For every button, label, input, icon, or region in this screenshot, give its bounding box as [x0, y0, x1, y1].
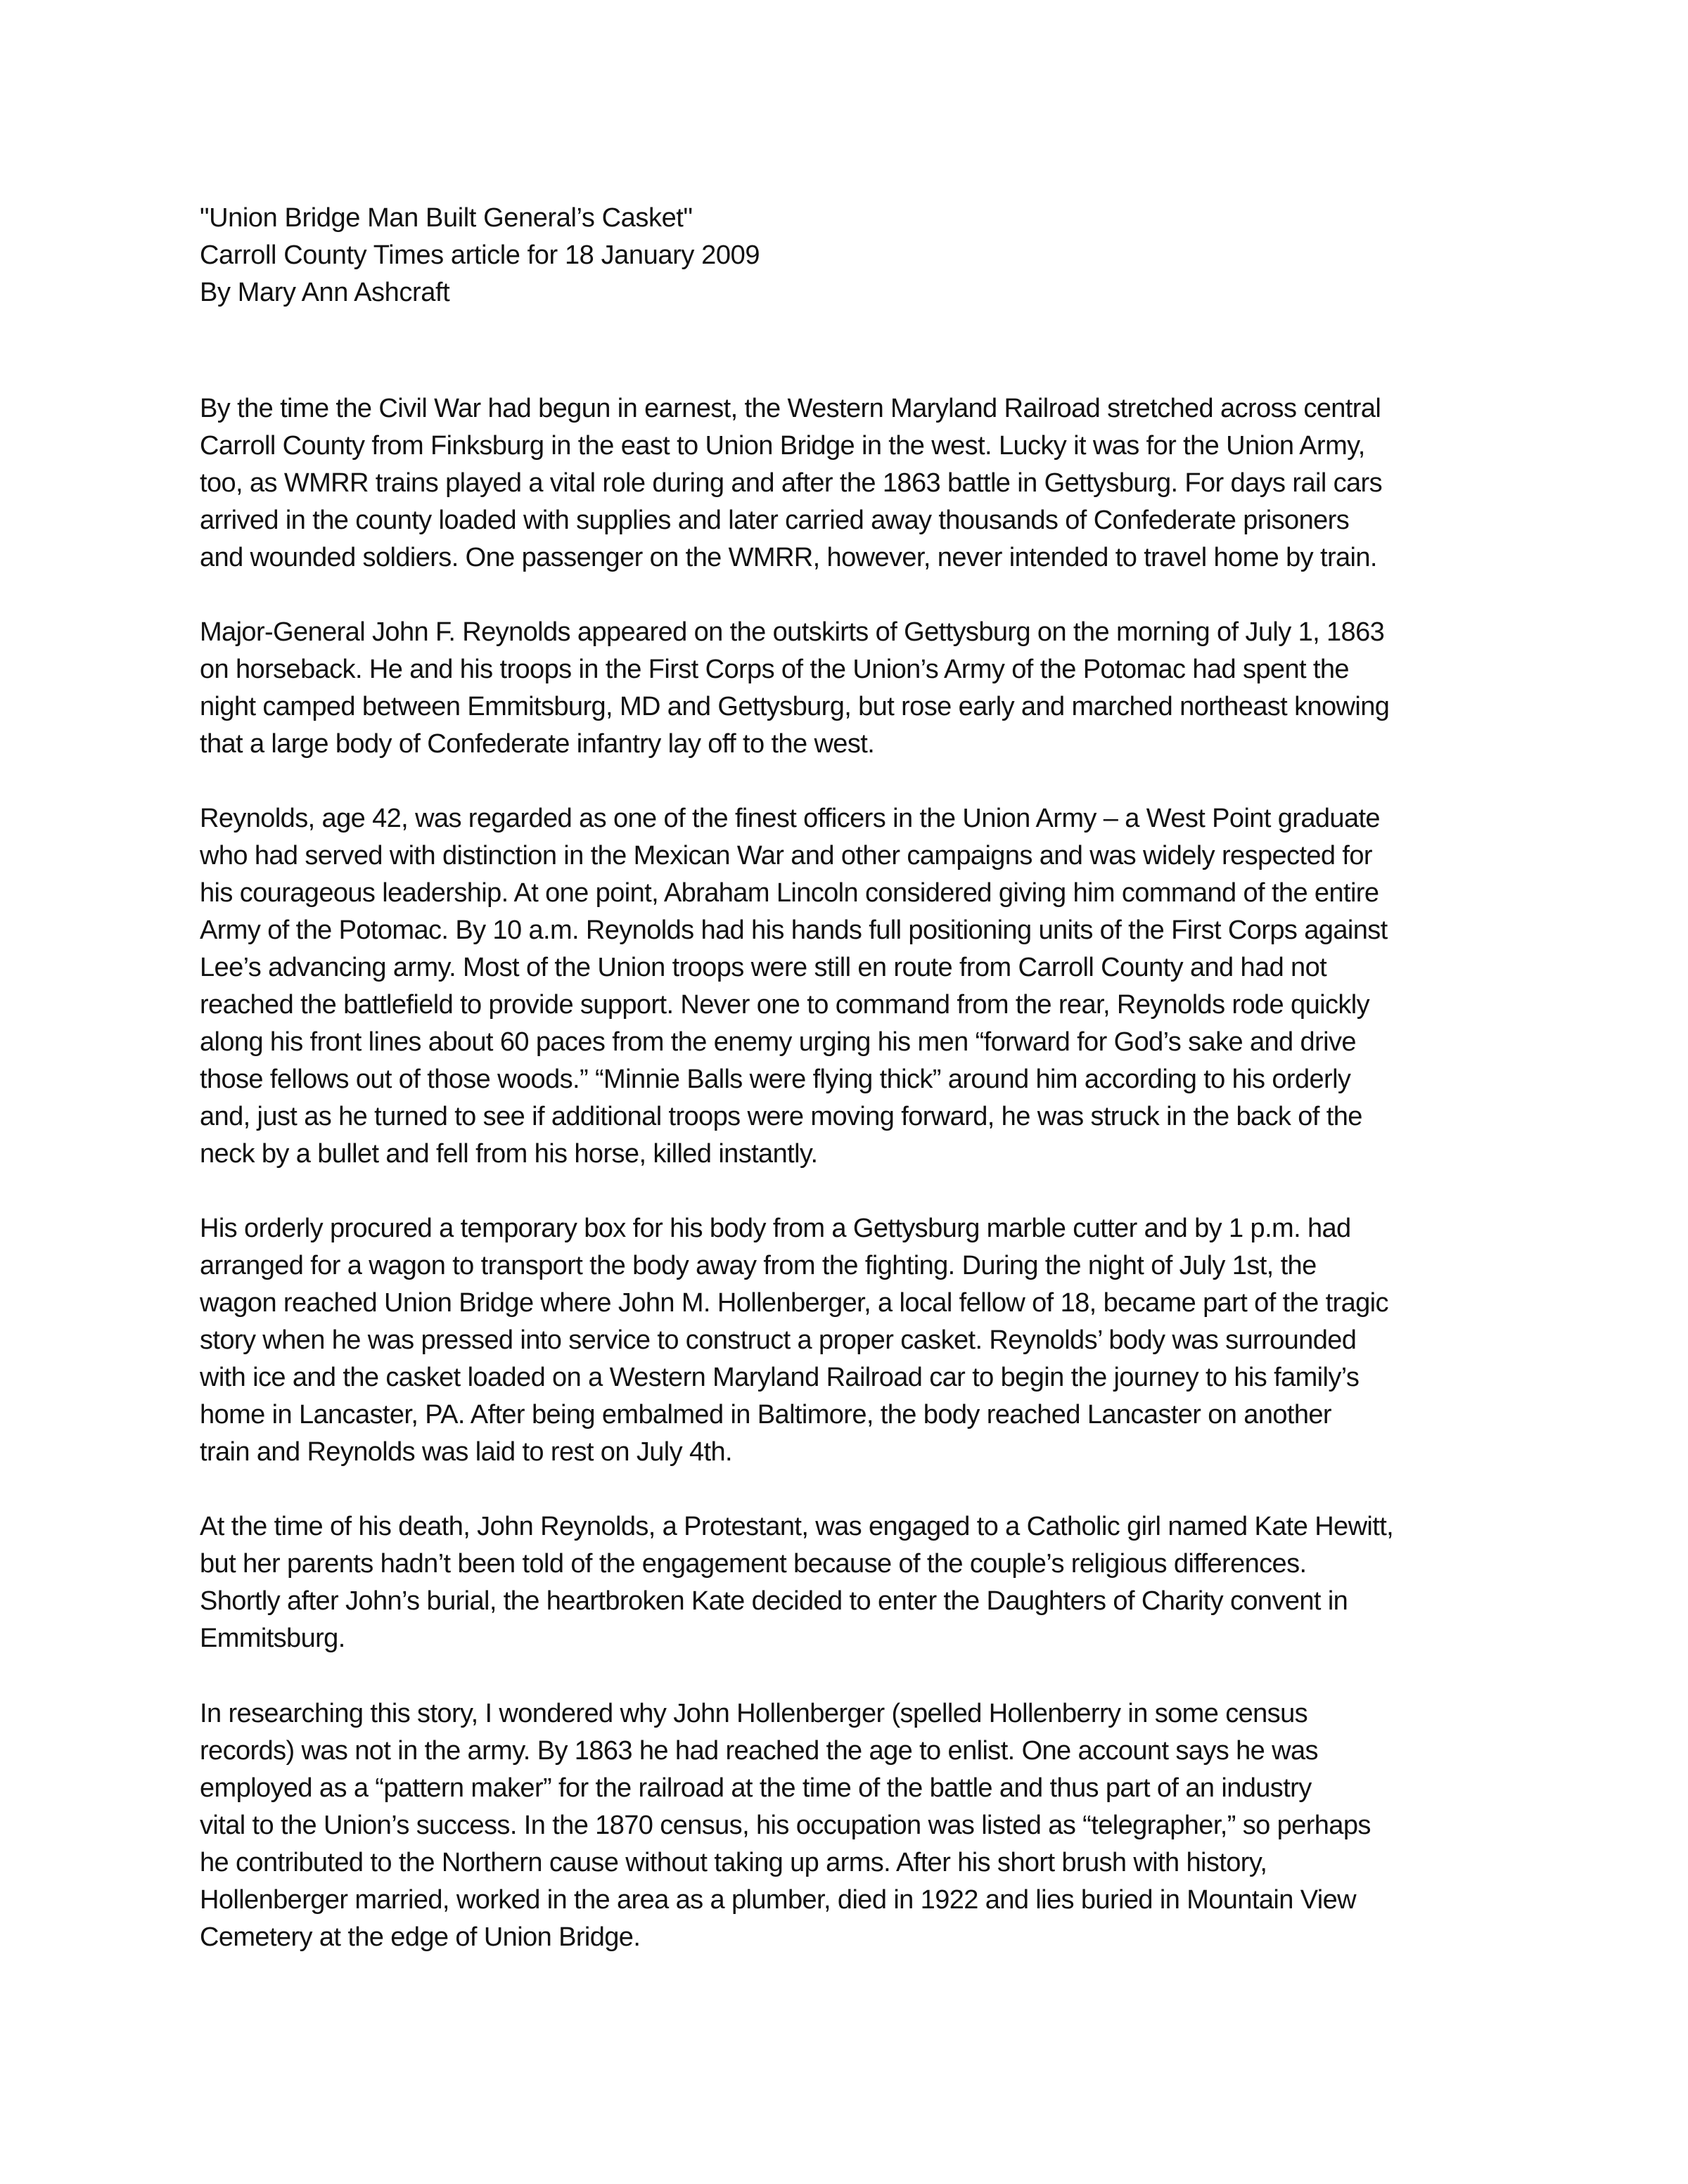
- article-byline: By Mary Ann Ashcraft: [200, 278, 450, 307]
- paragraph-line: story when he was pressed into service to construct a proper casket. Reynolds’ body was surrounded: [200, 1325, 1357, 1355]
- paragraph-line: Carroll County from Finksburg in the east to Union Bridge in the west. Lucky it was for the Union Army,: [200, 431, 1365, 461]
- paragraph-line: Lee’s advancing army. Most of the Union troops were still en route from Carroll County and had not: [200, 953, 1327, 982]
- paragraph-line: arrived in the county loaded with supplies and later carried away thousands of Confederate prisoners: [200, 506, 1350, 535]
- paragraph-line: he contributed to the Northern cause without taking up arms. After his short brush with history,: [200, 1848, 1267, 1877]
- paragraph-line: with ice and the casket loaded on a Western Maryland Railroad car to begin the journey to his family’s: [200, 1363, 1360, 1392]
- paragraph-line: arranged for a wagon to transport the body away from the fighting. During the night of July 1st, the: [200, 1251, 1317, 1280]
- paragraph-line: but her parents hadn’t been told of the engagement because of the couple’s religious differences.: [200, 1549, 1307, 1579]
- paragraph-3: [200, 800, 1522, 1173]
- paragraph-line: that a large body of Confederate infantry lay off to the west.: [200, 729, 875, 759]
- article-header: [200, 200, 1522, 311]
- paragraph-line: night camped between Emmitsburg, MD and Gettysburg, but rose early and marched northeast knowing: [200, 692, 1390, 721]
- paragraph-line: Major-General John F. Reynolds appeared on the outskirts of Gettysburg on the morning of July 1, 1863: [200, 617, 1385, 647]
- paragraph-line: Emmitsburg.: [200, 1624, 345, 1653]
- paragraph-line: employed as a “pattern maker” for the railroad at the time of the battle and thus part of an industry: [200, 1773, 1312, 1803]
- paragraph-line: those fellows out of those woods.” “Minnie Balls were flying thick” around him according to his orderly: [200, 1065, 1351, 1094]
- paragraph-4: [200, 1210, 1522, 1471]
- paragraph-line: neck by a bullet and fell from his horse, killed instantly.: [200, 1139, 818, 1169]
- paragraph-6: [200, 1695, 1522, 1956]
- paragraph-line: wagon reached Union Bridge where John M. Hollenberger, a local fellow of 18, became part of the tragic: [200, 1288, 1388, 1318]
- paragraph-line: on horseback. He and his troops in the First Corps of the Union’s Army of the Potomac had spent the: [200, 655, 1349, 684]
- article-title: "Union Bridge Man Built General’s Casket": [200, 203, 693, 233]
- paragraph-line: vital to the Union’s success. In the 1870 census, his occupation was listed as “telegrapher,” so perhaps: [200, 1811, 1371, 1840]
- paragraph-line: his courageous leadership. At one point, Abraham Lincoln considered giving him command of the entire: [200, 878, 1379, 908]
- paragraph-line: Reynolds, age 42, was regarded as one of the finest officers in the Union Army – a West Point graduate: [200, 804, 1380, 833]
- paragraph-line: too, as WMRR trains played a vital role during and after the 1863 battle in Gettysburg. For days rail cars: [200, 468, 1383, 498]
- paragraph-2: [200, 614, 1522, 763]
- paragraph-line: reached the battlefield to provide support. Never one to command from the rear, Reynolds rode quickly: [200, 990, 1370, 1020]
- paragraph-line: In researching this story, I wondered why John Hollenberger (spelled Hollenberry in some census: [200, 1699, 1307, 1728]
- paragraph-line: and wounded soldiers. One passenger on the WMRR, however, never intended to travel home by train.: [200, 543, 1377, 572]
- paragraph-line: His orderly procured a temporary box for his body from a Gettysburg marble cutter and by 1 p.m. had: [200, 1214, 1351, 1243]
- article-source: Carroll County Times article for 18 January 2009: [200, 240, 760, 270]
- paragraph-line: Army of the Potomac. By 10 a.m. Reynolds had his hands full positioning units of the First Corps against: [200, 916, 1388, 945]
- paragraph-line: along his front lines about 60 paces from the enemy urging his men “forward for God’s sake and drive: [200, 1027, 1356, 1057]
- paragraph-line: Cemetery at the edge of Union Bridge.: [200, 1922, 641, 1952]
- paragraph-line: who had served with distinction in the Mexican War and other campaigns and was widely respected for: [200, 841, 1372, 871]
- paragraph-line: Hollenberger married, worked in the area as a plumber, died in 1922 and lies buried in Mountain View: [200, 1885, 1356, 1915]
- paragraph-line: By the time the Civil War had begun in earnest, the Western Maryland Railroad stretched across central: [200, 394, 1381, 423]
- paragraph-line: Shortly after John’s burial, the heartbroken Kate decided to enter the Daughters of Charity convent in: [200, 1586, 1348, 1616]
- paragraph-line: train and Reynolds was laid to rest on July 4th.: [200, 1437, 732, 1467]
- paragraph-line: and, just as he turned to see if additional troops were moving forward, he was struck in the back of the: [200, 1102, 1362, 1131]
- paragraph-5: [200, 1508, 1522, 1657]
- paragraph-line: home in Lancaster, PA. After being embalmed in Baltimore, the body reached Lancaster on another: [200, 1400, 1331, 1430]
- paragraph-line: At the time of his death, John Reynolds, a Protestant, was engaged to a Catholic girl named Kate Hewitt,: [200, 1512, 1394, 1541]
- paragraph-1: [200, 390, 1522, 577]
- paragraph-line: records) was not in the army. By 1863 he had reached the age to enlist. One account says he was: [200, 1736, 1318, 1766]
